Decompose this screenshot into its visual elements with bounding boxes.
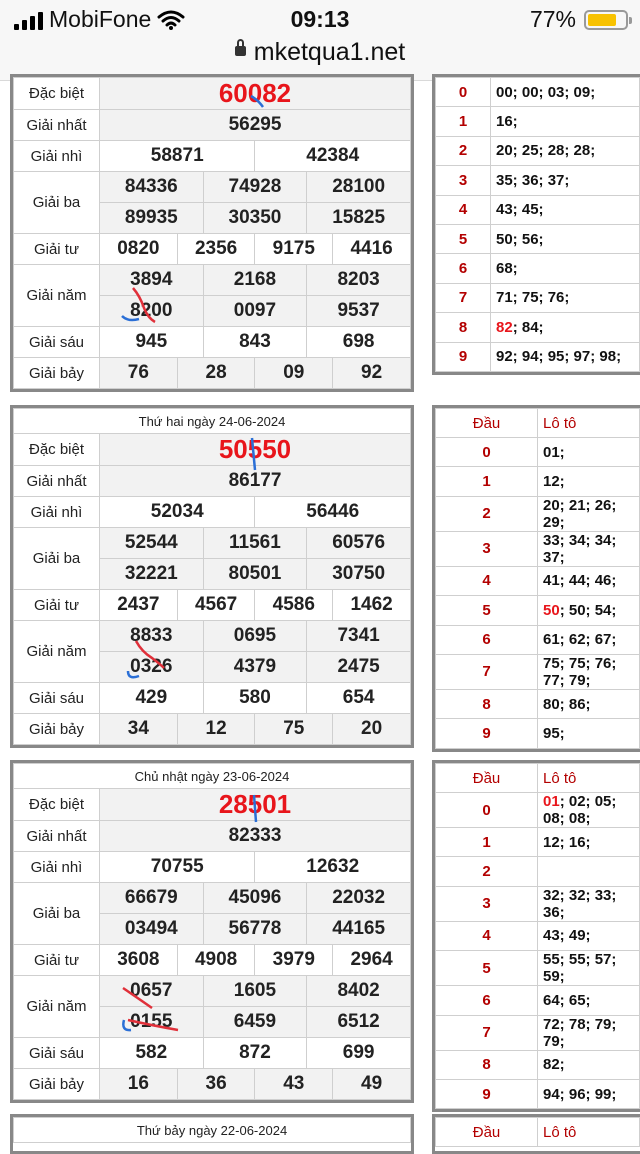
loto-row	[436, 342, 640, 371]
loto-header-head: Đầu	[436, 1118, 538, 1147]
loto-head-digit: 1	[436, 828, 538, 857]
loto-head-digit: 0	[436, 78, 491, 107]
third-prize-number: 11561	[203, 528, 307, 559]
fourth-prize-number: 0820	[100, 234, 178, 265]
sixth-prize-number: 654	[307, 683, 411, 714]
loto-digits-text: 68;	[496, 260, 518, 278]
fourth-prize-number: 2356	[177, 234, 255, 265]
loto-row	[436, 596, 640, 625]
fourth-prize-number: 4567	[177, 590, 255, 621]
loto-digits-text: 55; 55; 57; 59;	[543, 951, 617, 986]
loto-row	[436, 283, 640, 312]
address-bar[interactable]	[0, 38, 640, 67]
loto-digits-text: 41; 44; 46;	[543, 572, 617, 590]
third-prize-number: 30350	[203, 203, 307, 234]
draw-date-header: Thứ hai ngày 24-06-2024	[14, 409, 411, 434]
loto-row	[436, 951, 640, 986]
loto-digits	[538, 654, 640, 689]
loto-digits	[538, 438, 640, 467]
loto-head-digit: 8	[436, 689, 538, 718]
loto-head-digit: 2	[436, 857, 538, 886]
fifth-prize-number: 8200	[100, 296, 204, 327]
label-fourth-prize: Giải tư	[14, 234, 100, 265]
third-prize-number: 45096	[203, 883, 307, 914]
second-prize-number: 56446	[255, 497, 411, 528]
label-seventh-prize: Giải bảy	[14, 1069, 100, 1100]
label-second-prize: Giải nhì	[14, 141, 100, 172]
loto-digits	[538, 1015, 640, 1050]
seventh-prize-number: 16	[100, 1069, 178, 1100]
label-third-prize: Giải ba	[14, 528, 100, 590]
loto-digits-text: 32; 32; 33; 36;	[543, 886, 617, 921]
loto-digits	[538, 496, 640, 531]
loto-head-digit: 4	[436, 921, 538, 950]
third-prize-number: 74928	[203, 172, 307, 203]
loto-digits	[538, 886, 640, 921]
loto-digits-text: 00; 00; 03; 09;	[496, 83, 596, 101]
loto-digits	[538, 566, 640, 595]
loto-head-digit: 9	[436, 1079, 538, 1108]
fifth-prize-number: 0097	[203, 296, 307, 327]
label-seventh-prize: Giải bảy	[14, 714, 100, 745]
fourth-prize-number: 9175	[255, 234, 333, 265]
loto-digits	[491, 342, 640, 371]
third-prize-number: 89935	[100, 203, 204, 234]
loto-row	[436, 107, 640, 136]
loto-digits	[491, 224, 640, 253]
loto-digits-text: 92; 94; 95; 97; 98;	[496, 348, 622, 366]
loto-head-digit: 5	[436, 596, 538, 625]
sixth-prize-number: 872	[203, 1038, 307, 1069]
draw-date-header: Thứ bảy ngày 22-06-2024	[14, 1118, 411, 1143]
loto-row	[436, 1079, 640, 1108]
seventh-prize-number: 76	[100, 358, 178, 389]
loto-row	[436, 467, 640, 496]
third-prize-number: 66679	[100, 883, 204, 914]
first-prize-number: 82333	[100, 821, 411, 852]
loto-digits-text: 72; 78; 79; 79;	[543, 1015, 617, 1050]
fifth-prize-number: 8203	[307, 265, 411, 296]
loto-digits-text: 64; 65;	[543, 991, 591, 1009]
seventh-prize-number: 34	[100, 714, 178, 745]
loto-digits	[491, 254, 640, 283]
fifth-prize-number: 7341	[307, 621, 411, 652]
loto-head-digit: 5	[436, 951, 538, 986]
seventh-prize-number: 92	[333, 358, 411, 389]
loto-digits	[538, 531, 640, 566]
loto-row	[436, 719, 640, 748]
loto-digits	[538, 1079, 640, 1108]
loto-table	[432, 760, 640, 1112]
loto-head-digit: 1	[436, 467, 538, 496]
loto-digits	[538, 625, 640, 654]
third-prize-number: 60576	[307, 528, 411, 559]
loto-digits-text: 80; 86;	[543, 695, 591, 713]
loto-head-digit: 6	[436, 254, 491, 283]
third-prize-number: 56778	[203, 914, 307, 945]
loto-digits-text: 20; 21; 26; 29;	[543, 496, 617, 531]
result-table	[10, 405, 414, 748]
fifth-prize-number: 8402	[307, 976, 411, 1007]
first-prize-number: 56295	[100, 110, 411, 141]
loto-row	[436, 654, 640, 689]
url-text: mketqua1.net	[253, 38, 406, 66]
loto-digits-text: 50; 56;	[496, 230, 544, 248]
loto-head-digit: 3	[436, 531, 538, 566]
loto-digits	[538, 1050, 640, 1079]
result-table	[10, 760, 414, 1103]
clock: 09:13	[290, 6, 350, 32]
loto-head-digit: 2	[436, 136, 491, 165]
loto-highlight: 01	[543, 793, 560, 810]
loto-digits	[491, 313, 640, 342]
loto-header-digits: Lô tô	[538, 764, 640, 793]
first-prize-number: 86177	[100, 466, 411, 497]
fourth-prize-number: 4416	[333, 234, 411, 265]
loto-digits-text: 71; 75; 76;	[496, 289, 570, 307]
fifth-prize-number: 0155	[100, 1007, 204, 1038]
third-prize-number: 28100	[307, 172, 411, 203]
fifth-prize-number: 0695	[203, 621, 307, 652]
loto-digits-text: 94; 96; 99;	[543, 1085, 617, 1103]
battery-group	[530, 6, 628, 33]
second-prize-number: 42384	[255, 141, 411, 172]
loto-digits	[538, 951, 640, 986]
label-third-prize: Giải ba	[14, 172, 100, 234]
loto-head-digit: 6	[436, 625, 538, 654]
draw-date-header: Chủ nhật ngày 23-06-2024	[14, 764, 411, 789]
seventh-prize-number: 75	[255, 714, 333, 745]
loto-head-digit: 0	[436, 793, 538, 828]
loto-digits	[491, 107, 640, 136]
loto-row	[436, 1050, 640, 1079]
loto-digits	[538, 719, 640, 748]
label-fifth-prize: Giải năm	[14, 621, 100, 683]
loto-digits	[491, 283, 640, 312]
loto-digits	[538, 596, 640, 625]
sixth-prize-number: 698	[307, 327, 411, 358]
loto-head-digit: 4	[436, 566, 538, 595]
loto-head-digit: 9	[436, 719, 538, 748]
loto-digits	[538, 793, 640, 828]
loto-digits	[538, 857, 640, 886]
label-seventh-prize: Giải bảy	[14, 358, 100, 389]
loto-digits	[491, 195, 640, 224]
loto-digits-text: 16;	[496, 113, 518, 131]
loto-head-digit: 4	[436, 195, 491, 224]
seventh-prize-number: 09	[255, 358, 333, 389]
third-prize-number: 84336	[100, 172, 204, 203]
loto-digits-text: ; 02; 05; 08; 08;	[543, 793, 617, 827]
third-prize-number: 32221	[100, 559, 204, 590]
loto-header-digits: Lô tô	[538, 1118, 640, 1147]
fifth-prize-number: 0657	[100, 976, 204, 1007]
third-prize-number: 03494	[100, 914, 204, 945]
battery-icon	[584, 10, 628, 30]
loto-table	[432, 1114, 640, 1154]
loto-header-digits: Lô tô	[538, 409, 640, 438]
fifth-prize-number: 6459	[203, 1007, 307, 1038]
fourth-prize-number: 2437	[100, 590, 178, 621]
second-prize-number: 52034	[100, 497, 255, 528]
sixth-prize-number: 429	[100, 683, 204, 714]
special-prize-number: 28501	[100, 789, 411, 821]
label-fourth-prize: Giải tư	[14, 590, 100, 621]
seventh-prize-number: 36	[177, 1069, 255, 1100]
label-second-prize: Giải nhì	[14, 497, 100, 528]
fifth-prize-number: 4379	[203, 652, 307, 683]
loto-digits-text: 75; 75; 76; 77; 79;	[543, 654, 617, 689]
loto-digits	[538, 828, 640, 857]
loto-highlight: 50	[543, 601, 560, 619]
sixth-prize-number: 582	[100, 1038, 204, 1069]
label-first-prize: Giải nhất	[14, 466, 100, 497]
loto-digits	[538, 467, 640, 496]
label-first-prize: Giải nhất	[14, 821, 100, 852]
fifth-prize-number: 0326	[100, 652, 204, 683]
fifth-prize-number: 2475	[307, 652, 411, 683]
second-prize-number: 70755	[100, 852, 255, 883]
loto-digits-text: 12;	[543, 473, 565, 491]
fifth-prize-number: 2168	[203, 265, 307, 296]
third-prize-number: 15825	[307, 203, 411, 234]
loto-highlight: 82	[496, 318, 513, 336]
loto-row	[436, 438, 640, 467]
label-sixth-prize: Giải sáu	[14, 327, 100, 358]
loto-digits	[538, 921, 640, 950]
loto-head-digit: 0	[436, 438, 538, 467]
loto-head-digit: 2	[436, 496, 538, 531]
loto-row	[436, 828, 640, 857]
loto-row	[436, 886, 640, 921]
third-prize-number: 30750	[307, 559, 411, 590]
loto-digits	[538, 689, 640, 718]
carrier-name: MobiFone	[49, 6, 152, 32]
loto-digits-text: 20; 25; 28; 28;	[496, 142, 596, 160]
loto-row	[436, 254, 640, 283]
loto-row	[436, 531, 640, 566]
loto-head-digit: 3	[436, 166, 491, 195]
loto-digits-text: 35; 36; 37;	[496, 171, 570, 189]
seventh-prize-number: 43	[255, 1069, 333, 1100]
loto-row	[436, 166, 640, 195]
loto-digits	[491, 136, 640, 165]
sixth-prize-number: 580	[203, 683, 307, 714]
loto-digits-text: 82;	[543, 1056, 565, 1074]
loto-row	[436, 566, 640, 595]
loto-digits-text: ; 84;	[512, 318, 544, 336]
loto-head-digit: 1	[436, 107, 491, 136]
loto-row	[436, 921, 640, 950]
fourth-prize-number: 4908	[177, 945, 255, 976]
loto-row	[436, 313, 640, 342]
loto-digits-text: 61; 62; 67;	[543, 631, 617, 649]
second-prize-number: 58871	[100, 141, 255, 172]
sixth-prize-number: 699	[307, 1038, 411, 1069]
label-sixth-prize: Giải sáu	[14, 683, 100, 714]
loto-digits-text: 95;	[543, 725, 565, 743]
label-second-prize: Giải nhì	[14, 852, 100, 883]
battery-percent: 77%	[529, 6, 576, 32]
loto-row	[436, 689, 640, 718]
loto-digits	[491, 78, 640, 107]
lock-icon	[235, 46, 246, 56]
loto-row	[436, 136, 640, 165]
fifth-prize-number: 3894	[100, 265, 204, 296]
loto-table	[432, 74, 640, 375]
label-third-prize: Giải ba	[14, 883, 100, 945]
label-special-prize: Đặc biệt	[14, 434, 100, 466]
second-prize-number: 12632	[255, 852, 411, 883]
loto-head-digit: 6	[436, 986, 538, 1015]
seventh-prize-number: 20	[333, 714, 411, 745]
result-table	[10, 74, 414, 392]
loto-digits-text: 01;	[543, 443, 565, 461]
fourth-prize-number: 4586	[255, 590, 333, 621]
third-prize-number: 80501	[203, 559, 307, 590]
loto-row	[436, 1015, 640, 1050]
sixth-prize-number: 945	[100, 327, 204, 358]
loto-digits-text: 12; 16;	[543, 833, 591, 851]
loto-head-digit: 8	[436, 1050, 538, 1079]
label-sixth-prize: Giải sáu	[14, 1038, 100, 1069]
loto-digits-text: ; 50; 54;	[559, 601, 617, 619]
third-prize-number: 44165	[307, 914, 411, 945]
loto-row	[436, 496, 640, 531]
fourth-prize-number: 2964	[333, 945, 411, 976]
loto-head-digit: 9	[436, 342, 491, 371]
loto-header-head: Đầu	[436, 409, 538, 438]
loto-digits-text: 43; 45;	[496, 201, 544, 219]
status-bar	[0, 0, 640, 81]
third-prize-number: 22032	[307, 883, 411, 914]
label-fourth-prize: Giải tư	[14, 945, 100, 976]
label-fifth-prize: Giải năm	[14, 265, 100, 327]
loto-head-digit: 3	[436, 886, 538, 921]
result-table	[10, 1114, 414, 1154]
loto-table	[432, 405, 640, 752]
loto-head-digit: 8	[436, 313, 491, 342]
loto-head-digit: 5	[436, 224, 491, 253]
fifth-prize-number: 1605	[203, 976, 307, 1007]
loto-head-digit: 7	[436, 654, 538, 689]
fifth-prize-number: 8833	[100, 621, 204, 652]
loto-digits	[491, 166, 640, 195]
loto-head-digit: 7	[436, 1015, 538, 1050]
loto-row	[436, 78, 640, 107]
fourth-prize-number: 1462	[333, 590, 411, 621]
label-first-prize: Giải nhất	[14, 110, 100, 141]
loto-row	[436, 793, 640, 828]
loto-digits-text: 43; 49;	[543, 927, 591, 945]
seventh-prize-number: 12	[177, 714, 255, 745]
special-prize-number: 60082	[100, 78, 411, 110]
seventh-prize-number: 28	[177, 358, 255, 389]
loto-digits	[538, 986, 640, 1015]
loto-row	[436, 625, 640, 654]
third-prize-number: 52544	[100, 528, 204, 559]
fifth-prize-number: 9537	[307, 296, 411, 327]
loto-row	[436, 857, 640, 886]
loto-head-digit: 7	[436, 283, 491, 312]
label-fifth-prize: Giải năm	[14, 976, 100, 1038]
label-special-prize: Đặc biệt	[14, 789, 100, 821]
fifth-prize-number: 6512	[307, 1007, 411, 1038]
loto-row	[436, 986, 640, 1015]
fourth-prize-number: 3608	[100, 945, 178, 976]
loto-header-head: Đầu	[436, 764, 538, 793]
special-prize-number: 50550	[100, 434, 411, 466]
sixth-prize-number: 843	[203, 327, 307, 358]
loto-row	[436, 224, 640, 253]
loto-digits-text: 33; 34; 34; 37;	[543, 531, 617, 566]
label-special-prize: Đặc biệt	[14, 78, 100, 110]
fourth-prize-number: 3979	[255, 945, 333, 976]
seventh-prize-number: 49	[333, 1069, 411, 1100]
loto-row	[436, 195, 640, 224]
